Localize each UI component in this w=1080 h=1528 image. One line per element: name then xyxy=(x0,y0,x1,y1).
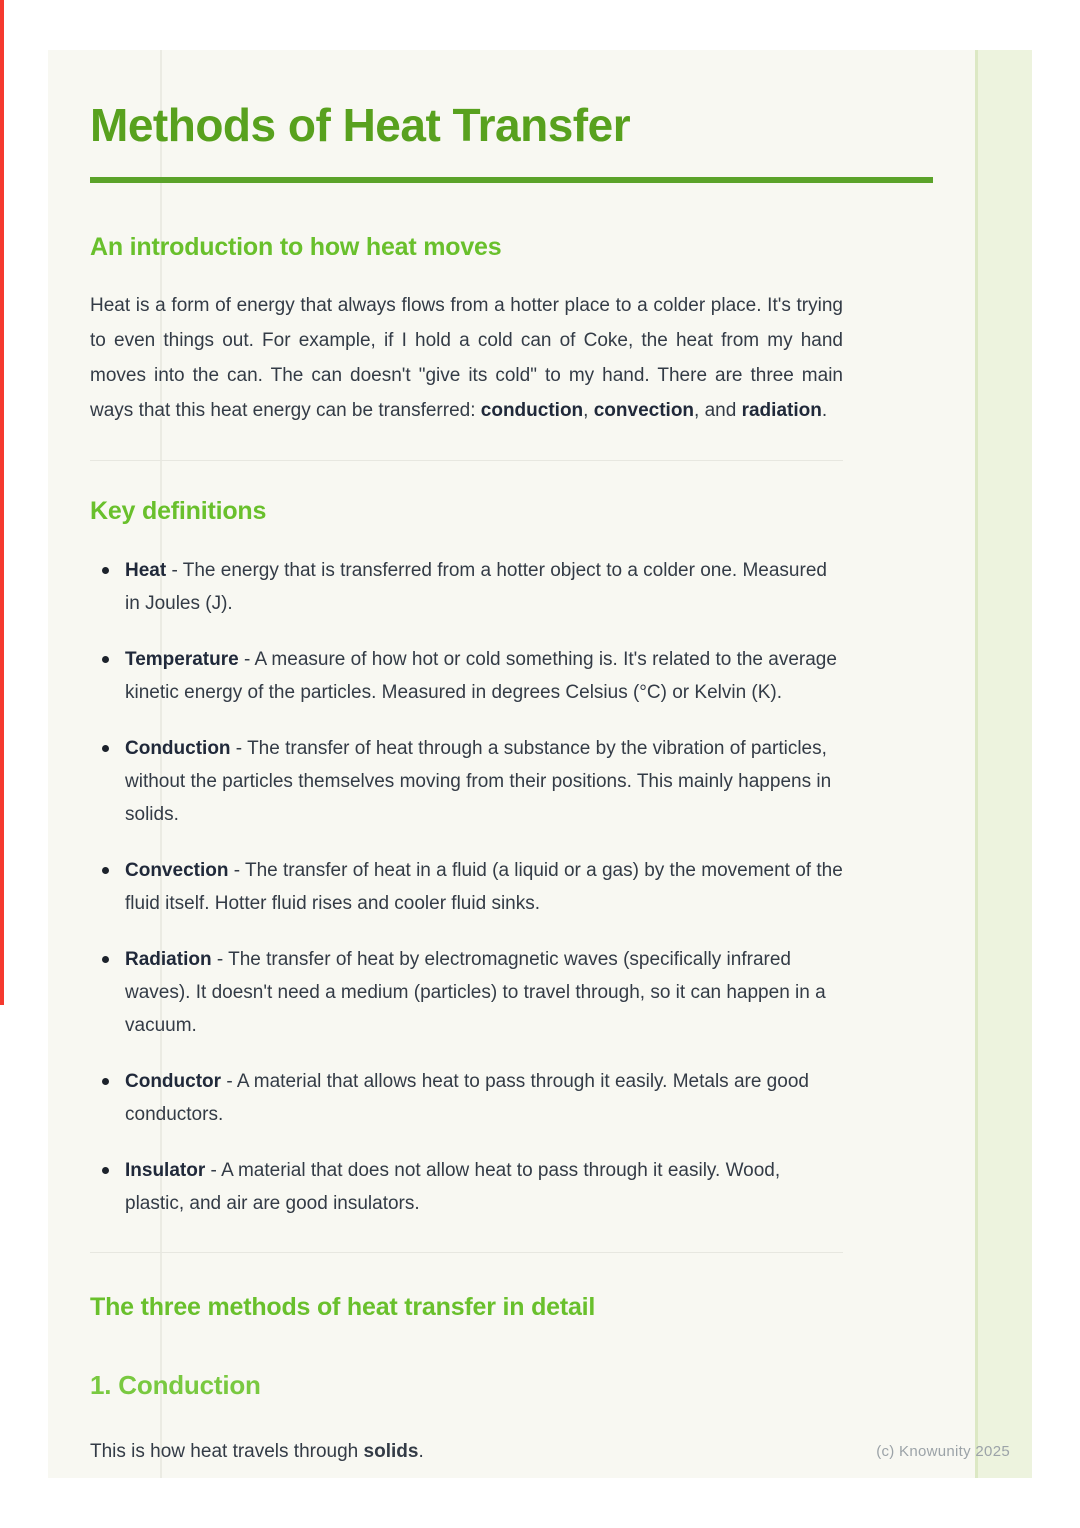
conduction-subheading: 1. Conduction xyxy=(90,1369,261,1400)
definition-item-radiation: Radiation - The transfer of heat by electromagnetic waves (specifically infrared waves). It doesn't need a medium (particles) to travel through, so it can happen in a vacuum. xyxy=(90,943,843,1042)
definition-item-insulator: Insulator - A material that does not allow heat to pass through it easily. Wood, plastic, and air are good insulators. xyxy=(90,1154,843,1220)
definitions-section-heading: Key definitions xyxy=(90,496,267,525)
definition-item-heat: Heat - The energy that is transferred from a hotter object to a colder one. Measured in Joules (J). xyxy=(90,554,843,620)
page-content xyxy=(90,50,843,1468)
detail-section-heading: The three methods of heat transfer in detail xyxy=(90,1292,596,1321)
intro-section-heading: An introduction to how heat moves xyxy=(90,232,502,261)
definition-item-convection: Convection - The transfer of heat in a fluid (a liquid or a gas) by the movement of the fluid itself. Hotter fluid rises and cooler fluid sinks. xyxy=(90,854,843,920)
page-title: Methods of Heat Transfer xyxy=(90,99,631,151)
conduction-paragraph: This is how heat travels through solids. xyxy=(90,1440,424,1462)
definitions-list xyxy=(90,554,843,1220)
definition-item-temperature: Temperature - A measure of how hot or cold something is. It's related to the average kinetic energy of the particles. Measured in degrees Celsius (°C) or Kelvin (K). xyxy=(90,643,843,709)
left-edge-red-line xyxy=(0,0,4,1005)
section-divider xyxy=(90,460,843,461)
definition-item-conductor: Conductor - A material that allows heat to pass through it easily. Metals are good conductors. xyxy=(90,1065,843,1131)
section-divider xyxy=(90,1252,843,1253)
definition-item-conduction: Conduction - The transfer of heat through a substance by the vibration of particles, without the particles themselves moving from their positions. This mainly happens in solids. xyxy=(90,732,843,831)
page-side-strip xyxy=(975,50,1032,1478)
intro-paragraph: Heat is a form of energy that always flows from a hotter place to a colder place. It's trying to even things out. For example, if I hold a cold can of Coke, the heat from my hand moves into the can. The can doesn't "give its cold" to my hand. There are three main ways that this heat energy can be transferred: conduction, convection, and radiation. xyxy=(90,294,843,421)
title-underline-rule xyxy=(90,177,933,183)
copyright-watermark: (c) Knowunity 2025 xyxy=(876,1443,1010,1460)
